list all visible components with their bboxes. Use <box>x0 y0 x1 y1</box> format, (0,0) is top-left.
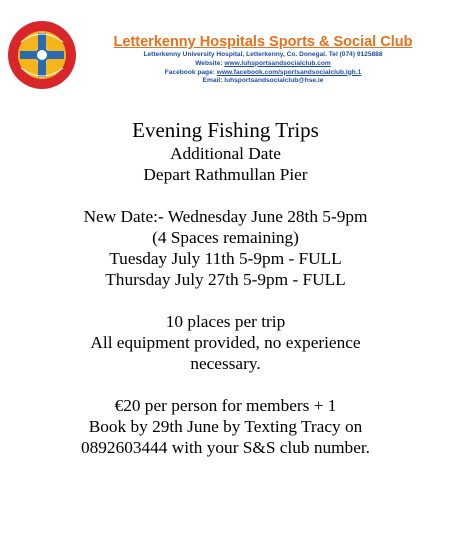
club-address: Letterkenny University Hospital, Letterkenny, Co. Donegal. Tel (074) 9125888 <box>143 51 383 58</box>
notice-subtitle: Additional Date <box>170 144 281 163</box>
spacer <box>0 374 451 395</box>
equipment-note: All equipment provided, no experience <box>90 333 361 352</box>
price-line: €20 per person for members + 1 <box>114 396 337 415</box>
notice-title: Evening Fishing Trips <box>132 118 319 142</box>
letterhead <box>0 0 451 100</box>
spacer <box>0 290 451 311</box>
spacer <box>0 185 451 206</box>
club-crest-icon <box>7 20 77 90</box>
website-line <box>82 60 444 69</box>
website-link[interactable]: www.luhsportsandsocialclub.com <box>224 59 331 67</box>
email-line <box>82 77 444 86</box>
facebook-link[interactable]: www.facebook.com/sportsandsocialclub.lgh.1 <box>216 68 362 76</box>
booking-line-cont: 0892603444 with your S&S club number. <box>81 438 370 457</box>
spaces-remaining: (4 Spaces remaining) <box>152 228 299 247</box>
new-date-line: New Date:- Wednesday June 28th 5-9pm <box>83 207 368 226</box>
trip-date-full: Tuesday July 11th 5-9pm - FULL <box>109 249 342 268</box>
website-label: Website: <box>195 59 223 67</box>
facebook-label: Facebook page: <box>164 68 215 76</box>
equipment-note-cont: necessary. <box>190 354 261 373</box>
club-contact-block <box>82 33 444 86</box>
email-label: Email: <box>202 77 223 85</box>
trip-date-full: Thursday July 27th 5-9pm - FULL <box>105 270 346 289</box>
places-per-trip: 10 places per trip <box>165 312 286 331</box>
club-name: Letterkenny Hospitals Sports & Social Club <box>113 34 413 50</box>
email-address[interactable]: luhsportsandsocialclub@hse.ie <box>224 77 324 85</box>
booking-line: Book by 29th June by Texting Tracy on <box>88 417 363 436</box>
facebook-line <box>82 69 444 78</box>
notice-body <box>0 118 451 458</box>
depart-location: Depart Rathmullan Pier <box>143 165 308 184</box>
